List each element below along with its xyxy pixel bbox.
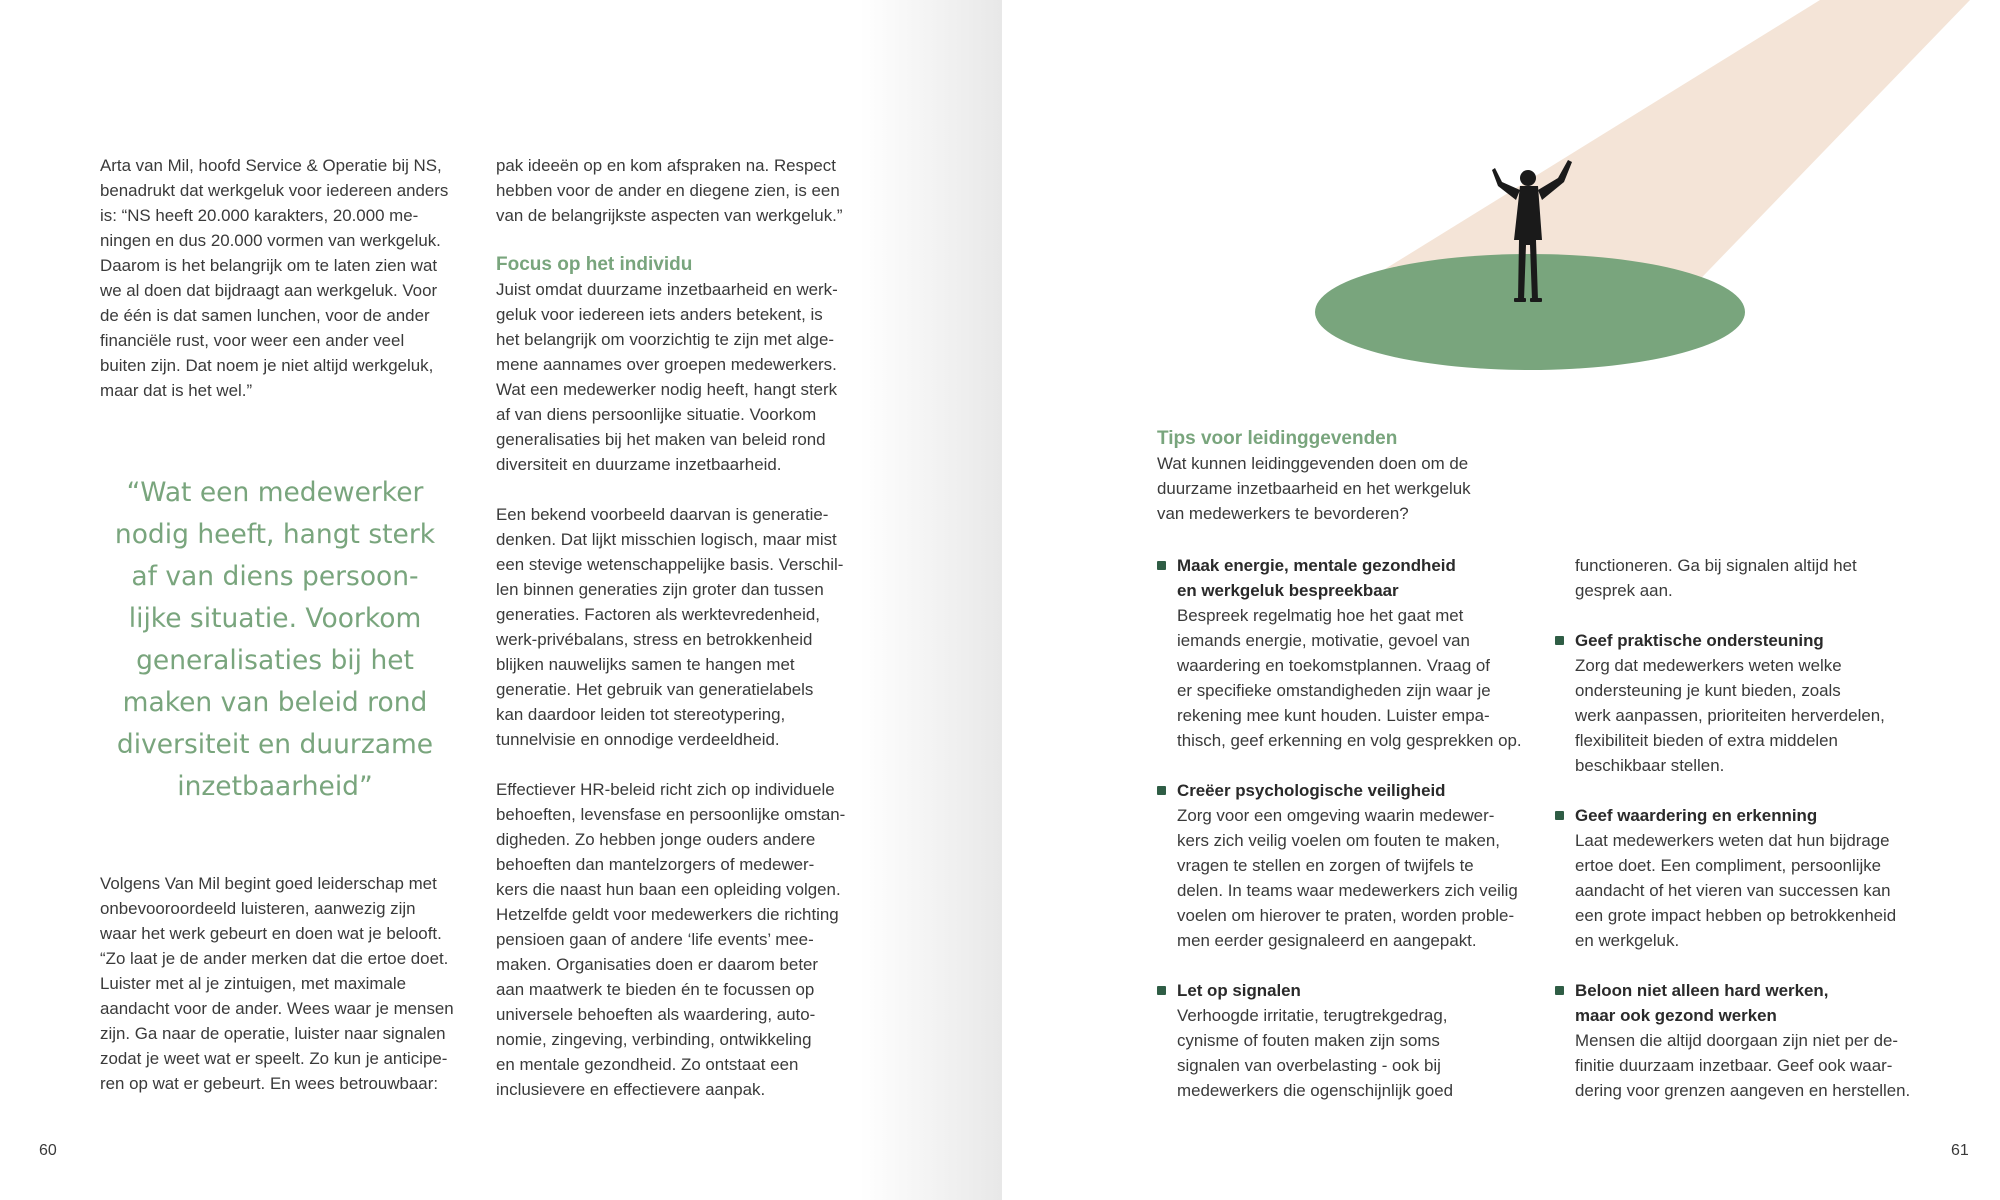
leadership-paragraph: Volgens Van Mil begint goed leiderschap met onbevooroordeeld luisteren, aanwezig zijn waar het werk gebeurt en doen wat je belooft. “Zo laat je de ander merken dat die ertoe doet. Luister met al je zintuigen, met maximale aandacht voor de ander. Wees waar je mensen zijn. Ga naar de operatie, luister naar signalen zodat je weet wat er speelt. Zo kun je anticipe- ren op wat er gebeurt. En wees betrouwbaar: (100, 874, 454, 1093)
leadership-column (100, 871, 460, 1096)
tip-item (1575, 628, 1920, 778)
tip-title: Creëer psychologische veiligheid (1177, 781, 1446, 800)
page-number-left: 60 (39, 1142, 57, 1159)
bullet-square-icon (1157, 786, 1166, 795)
tip-title: Geef praktische ondersteuning (1575, 631, 1824, 650)
second-column (496, 153, 856, 1102)
tip-item (1177, 978, 1522, 1103)
tip-title: Beloon niet alleen hard werken, maar ook gezond werken (1575, 981, 1829, 1025)
bullet-square-icon (1555, 636, 1564, 645)
tip-item (1177, 553, 1522, 753)
bullet-square-icon (1157, 561, 1166, 570)
tip-continuation (1575, 553, 1920, 603)
bullet-square-icon (1157, 986, 1166, 995)
intro-paragraph: Arta van Mil, hoofd Service & Operatie bij NS, benadrukt dat werkgeluk voor iedereen anders is: “NS heeft 20.000 karakters, 20.000 me- ningen en dus 20.000 vormen van werkgeluk. Daarom is het belangrijk om te laten zien wat we al doen dat bijdraagt aan werkgeluk. Voor de één is dat samen lunchen, voor de ander financiële rust, voor weer een ander veel buiten zijn. Dat noem je niet altijd werkgeluk, maar dat is het wel.” (100, 156, 449, 400)
tip-body: functioneren. Ga bij signalen altijd het gesprek aan. (1575, 556, 1857, 600)
pull-quote: “Wat een medewerker nodig heeft, hangt sterk af van diens persoon- lijke situatie. Voorkom generalisaties bij het maken van beleid rond diversiteit en duurzame inzetbaarheid” (114, 477, 436, 802)
focus-paragraph-1: Juist omdat duurzame inzetbaarheid en werk- geluk voor iedereen iets anders betekent, is het belangrijk om voorzichtig te zijn met alge- mene aannames over groepen medewerkers. Wat een medewerker nodig heeft, hangt sterk af van diens persoonlijke situatie. Voorkom generalisaties bij het maken van beleid rond diversiteit en duurzame inzetbaarheid. (496, 280, 838, 474)
tip-body: Mensen die altijd doorgaan zijn niet per de- finitie duurzaam inzetbaar. Geef ook waar- dering voor grenzen aangeven en herstellen. (1575, 1031, 1911, 1100)
tips-intro-block (1157, 426, 1537, 526)
quote-continuation: pak ideeën op en kom afspraken na. Respect hebben voor de ander en diegene zien, is een van de belangrijkste aspecten van werkgeluk.” (496, 156, 843, 225)
spotlight-floor (1315, 254, 1745, 370)
bullet-square-icon (1555, 811, 1564, 820)
tips-heading: Tips voor leidinggevenden (1157, 428, 1398, 449)
tip-item (1575, 803, 1920, 953)
tip-item (1575, 978, 1920, 1103)
intro-column (100, 153, 460, 403)
section-heading-focus: Focus op het individu (496, 254, 693, 275)
tip-item (1177, 778, 1522, 953)
bullet-square-icon (1555, 986, 1564, 995)
tip-title: Let op signalen (1177, 981, 1301, 1000)
tip-body: Verhoogde irritatie, terugtrekgedrag, cynisme of fouten maken zijn soms signalen van overbelasting - ook bij medewerkers die ogenschijnlijk goed (1177, 1006, 1454, 1100)
gutter-shadow (860, 0, 1002, 1200)
tip-body: Zorg dat medewerkers weten welke ondersteuning je kunt bieden, zoals werk aanpassen, prioriteiten herverdelen, flexibiliteit bieden of extra middelen beschikbaar stellen. (1575, 656, 1885, 775)
spotlight-beam (1335, 0, 1970, 300)
tip-title: Geef waardering en erkenning (1575, 806, 1818, 825)
tip-body: Bespreek regelmatig hoe het gaat met iemands energie, motivatie, gevoel van waardering en toekomstplannen. Vraag of er specifieke omstandigheden zijn waar je rekening mee kunt houden. Luister empa- thisch, geef erkenning en volg gesprekken op. (1177, 606, 1522, 750)
page-number-right: 61 (1951, 1142, 1969, 1159)
tip-body: Zorg voor een omgeving waarin medewer- kers zich veilig voelen om fouten te maken, vragen te stellen en zorgen of twijfels te delen. In teams waar medewerkers zich veilig voelen om hierover te praten, worden proble- men eerder gesignaleerd en aangepakt. (1177, 806, 1518, 950)
tip-title: Maak energie, mentale gezondheid en werkgeluk bespreekbaar (1177, 556, 1456, 600)
focus-paragraph-3: Effectiever HR-beleid richt zich op individuele behoeften, levensfase en persoonlijke omstan- digheden. Zo hebben jonge ouders andere behoeften dan mantelzorgers of medewer- kers die naast hun baan een opleiding volgen. Hetzelfde geldt voor medewerkers die richting pensioen gaan of andere ‘life events’ mee- maken. Organisaties doen er daarom beter aan maatwerk te bieden én te focussen op universele behoeften als waardering, auto- nomie, zingeving, verbinding, ontwikkeling en mentale gezondheid. Zo ontstaat een inclusievere en effectievere aanpak. (496, 780, 846, 1099)
tips-intro: Wat kunnen leidinggevenden doen om de duurzame inzetbaarheid en het werkgeluk van medewerkers te bevorderen? (1157, 454, 1471, 523)
tip-body: Laat medewerkers weten dat hun bijdrage ertoe doet. Een compliment, persoonlijke aandacht of het vieren van successen kan een grote impact hebben op betrokkenheid en werkgeluk. (1575, 831, 1897, 950)
focus-paragraph-2: Een bekend voorbeeld daarvan is generatie- denken. Dat lijkt misschien logisch, maar mist een stevige wetenschappelijke basis. Verschil- len binnen generaties zijn groter dan tussen generaties. Factoren als werktevredenheid, werk-privébalans, stress en betrokkenheid blijken nauwelijks samen te hangen met generatie. Het gebruik van generatielabels kan daardoor leiden tot stereotypering, tunnelvisie en onnodige verdeeldheid. (496, 505, 844, 749)
spotlight-illustration (1290, 0, 2000, 380)
